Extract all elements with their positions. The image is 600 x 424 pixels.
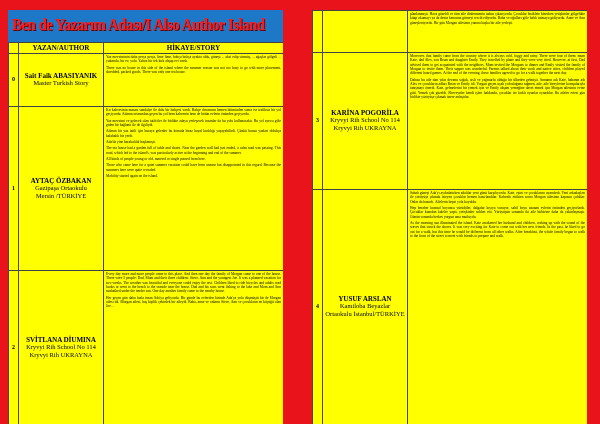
author-affiliation: Master Turkish Story xyxy=(33,80,89,87)
author-cell xyxy=(19,271,104,424)
story-paragraph: Her geçen gün daha fazla insan Ada'ya geliyordu. Bir günde bu evlerden birinde Ada'ya yola düşmüştü bir de Morgan ailesi idi. Morgan ailesi, baş kişilik çekirdek bir aileydi. Baba, anne ve onların Steve, Ann ve çocukların en küçüğü olan Joe... xyxy=(106,295,281,309)
author-name: YUSUF ARSLAN xyxy=(338,295,392,303)
story-cell xyxy=(104,107,284,271)
table-row xyxy=(313,190,588,424)
row-number: 3 xyxy=(313,53,323,190)
author-affiliation: Kryvyi Rih School No 114 xyxy=(26,344,96,351)
story-paragraph: Ada'da yine barakalılık başlamıştı. xyxy=(106,140,156,145)
table-header-row xyxy=(9,43,284,54)
story-paragraph: The tea house had a garden full of table and chairs. Near the garden wall had just ended, a calm road was passing. This road, which led to the island's, was particularly active at the beginning and end of the summer. xyxy=(106,146,281,155)
author-affiliation: Kryvyi Rih UKRAYNA xyxy=(333,125,397,132)
story-table-left xyxy=(8,42,283,424)
header-story: HİKAYE/STORY xyxy=(104,43,284,54)
author-affiliation: Kryvyi Rih UKRAYNA xyxy=(29,352,93,359)
story-paragraph: Moreover, that family came from the country where it is always cold, foggy and rainy. There were four of them: mum Kate, dad Alex, son Brian and daughter Emily. They travelled by plane and they were very tired. However, at first, Dad advised them to get acquainted with the neighbors. Mum invited the Morgans to dinner and Emily visited the family of Morgan to invite them. Their supper was wonderful. Parents talked about their work and native cities, children played different board games. At the end of the evening, these families agreed to go for a walk together the next day. xyxy=(410,54,585,76)
story-paragraph: Hep beraber kumsal boyunca yürüdüler, dalgalar kıyıya vuruyor, sahil boyu uzanan evlerin önünden geçiyorlardı. Çocuklar kumdan kaleler yaptı, yetişkinler sohbet etti. Yürüyüşün sonunda iki aile birbirine daha da yakınlaşmıştı. Günün sonunda herkes yorgun ama mutluydu. xyxy=(410,206,585,219)
page-title: Ben de Yazarım Adası/I Also Author Island xyxy=(12,15,265,34)
title-banner xyxy=(8,10,283,42)
author-cell xyxy=(19,54,104,107)
author-cell xyxy=(19,107,104,271)
story-paragraph: planlanmıştı. Hava güzeldi ve tüm aile dinlenmenin tadını çıkarıyordu. Çocuklar bisiklete binerken yetişkinler gölgelikte kitap okumayı ya da deniz kenarına gitmeyi tercih ediyordu. Baba ve oğulları göle balık tutmaya gidiyordu. Anne ve Ann güneşleniyordu. Bir gün Morgan ailesinin yanına başka bir aile yerleşti. xyxy=(410,12,585,25)
page-right xyxy=(312,10,587,424)
author-affiliation: Mersin /TÜRKİYE xyxy=(35,192,87,200)
header-author: YAZAN/AUTHOR xyxy=(19,43,104,54)
story-paragraph: Yaz mevsimi ve gelecek olan tatilciler ile birlikte adaya yerleşecek insanlar da bu yolu kullanacaktı. Bu yol ayrıca göle giden bir bağlantı ile de ilgiliydi. xyxy=(106,118,281,128)
author-name: KARİNA POGORİLA xyxy=(331,109,399,117)
story-paragraph: There was no house in this side of the island where the summer season was not too busy to go with more placement, shredded, packed goods. There was only one tea house. xyxy=(106,65,281,75)
author-affiliation: Kryvyi Rih School No 114 xyxy=(330,117,400,124)
table-row xyxy=(313,53,588,190)
row-number: 2 xyxy=(9,271,19,424)
row-number xyxy=(313,11,323,53)
story-paragraph: Dahası bu aile tüm yılın devamı soğuk, sisli ve yağmurlu olduğu bir ülkeden gelmişti. Annanın adı Kate, babanın adı Alex ve çocukların adları Brian ve Emily idi. Yorgun geçen uçak yolculuğuna rağmen, aile, aile bireylerine komşularıyla tanışmayı önerdi. Kate, gelmelerini bir yemek için ve Emily akşam yemeğine davet etmek için Morgan ailesinin evine gitti. Yemek çok güzeldi. Ebeveynler kendi işleri hakkında, çocuklar ise farklı oyunlar oynadılar. Bu aileler ertesi gün birlikte yürüyüşe çıkmak üzere anlaştılar. xyxy=(410,77,585,100)
story-paragraph: Yaz mevsiminin daha perça perça, lime lime, bohça bohça ayakta oldu, güneşi ... aksi edip sürmüş, ... ağaçlar gölgeli ... yukarıda, bir ev, yolu. Yalnız bir tek kırk ahşap evi vardı. xyxy=(106,55,281,64)
story-cell xyxy=(408,190,588,424)
table-row xyxy=(9,107,284,271)
table-row xyxy=(9,54,284,107)
story-table-right xyxy=(312,10,587,424)
story-paragraph: Mobility started again on the island. xyxy=(106,174,158,179)
story-cell xyxy=(408,11,588,53)
row-number: 1 xyxy=(9,107,19,271)
story-paragraph: Adanın bir yaz tatili için buraya gelenler bu konuda biraz hayal kırıklığı yaşayabilirdi. Çünkü burası yazları oldukça kalabalık bir yerdi. xyxy=(106,129,281,138)
author-affiliation: Kamiloba Beyazlar xyxy=(339,303,391,310)
row-number: 0 xyxy=(9,54,19,107)
story-paragraph: All kinds of people young or old, married or single passed from here. xyxy=(106,157,206,162)
table-row xyxy=(313,11,588,53)
story-cell xyxy=(104,54,284,107)
author-cell xyxy=(323,190,408,424)
author-affiliation: Gazipaşa Ortaokulu xyxy=(35,184,87,192)
author-cell xyxy=(323,53,408,190)
author-cell xyxy=(323,11,408,53)
table-row xyxy=(9,271,284,424)
story-paragraph: As the morning sun illuminated the island, Kate awakened her husband and children, waking up with the sound of the waves that struck the shores. It was very exciting for Kate to come out with her new friends. In the past, he liked to go out for a walk, but this time he would be different from all other walks. After breakfast, the whole family began to walk to the front of the street to meet with friends to prepare and walk. xyxy=(410,221,585,239)
page-left xyxy=(8,10,283,424)
story-cell xyxy=(104,271,284,424)
story-cell xyxy=(408,53,588,190)
story-paragraph: Sabah güneşi Ada'yı aydınlatırken adalılar yeni günü karşılıyordu. Kate, eşini ve çocuklarını uyandırdı. Yeni arkadaşları ile yürüyüşe çıkmak isteyen çocuklar hemen hazırlandılar. Kahvaltı ettikten sonra Morgan ailesinin kapısını çaldılar. Onlar da hazırdı. Ailelerin hepsi yola koyuldu. xyxy=(410,191,585,204)
row-number: 4 xyxy=(313,190,323,424)
story-paragraph: Kır kahvesinin masası sandalye ile dolu bir bahçesi vardı. Bahçe duvarının hemen bitiminden sonra ise trafiksiz bir yol geçiyordu. Adanın ortasından geçen bu yol hem kahvenin hem de bütün evlerin önünden geçiyordu. xyxy=(106,108,281,117)
header-num-cell xyxy=(9,43,19,54)
author-name: AYTAÇ ÖZBAKAN xyxy=(30,176,92,185)
story-paragraph: Every day more and more people came to this place. And then one day the family of Morgan came to one of the house. There were 5 people: Dad, Mom and their three children: Steve, Ann and the youngest Joe. It was a planned vacation for two weeks. The weather was beautiful and everyone could enjoy the rest. Children liked to ride bicycles and adults read books or went to the beach to the seaside near the house. Dad and his sons went fishing to the lake and Mom and Ann sunbathed under the tender sun. One day another family came to the nearby house. xyxy=(106,272,281,294)
author-name: SVİTLANA DİUMINA xyxy=(26,336,96,344)
author-affiliation: Ortaokulu İstanbul/TÜRKİYE xyxy=(325,311,405,318)
story-paragraph: Those who came here for a quiet summer vacation could have been unease but disappointed in this regard. Because the summers here were quite crowded. xyxy=(106,163,281,172)
author-name: Sait Faik ABASIYANIK xyxy=(24,72,98,80)
